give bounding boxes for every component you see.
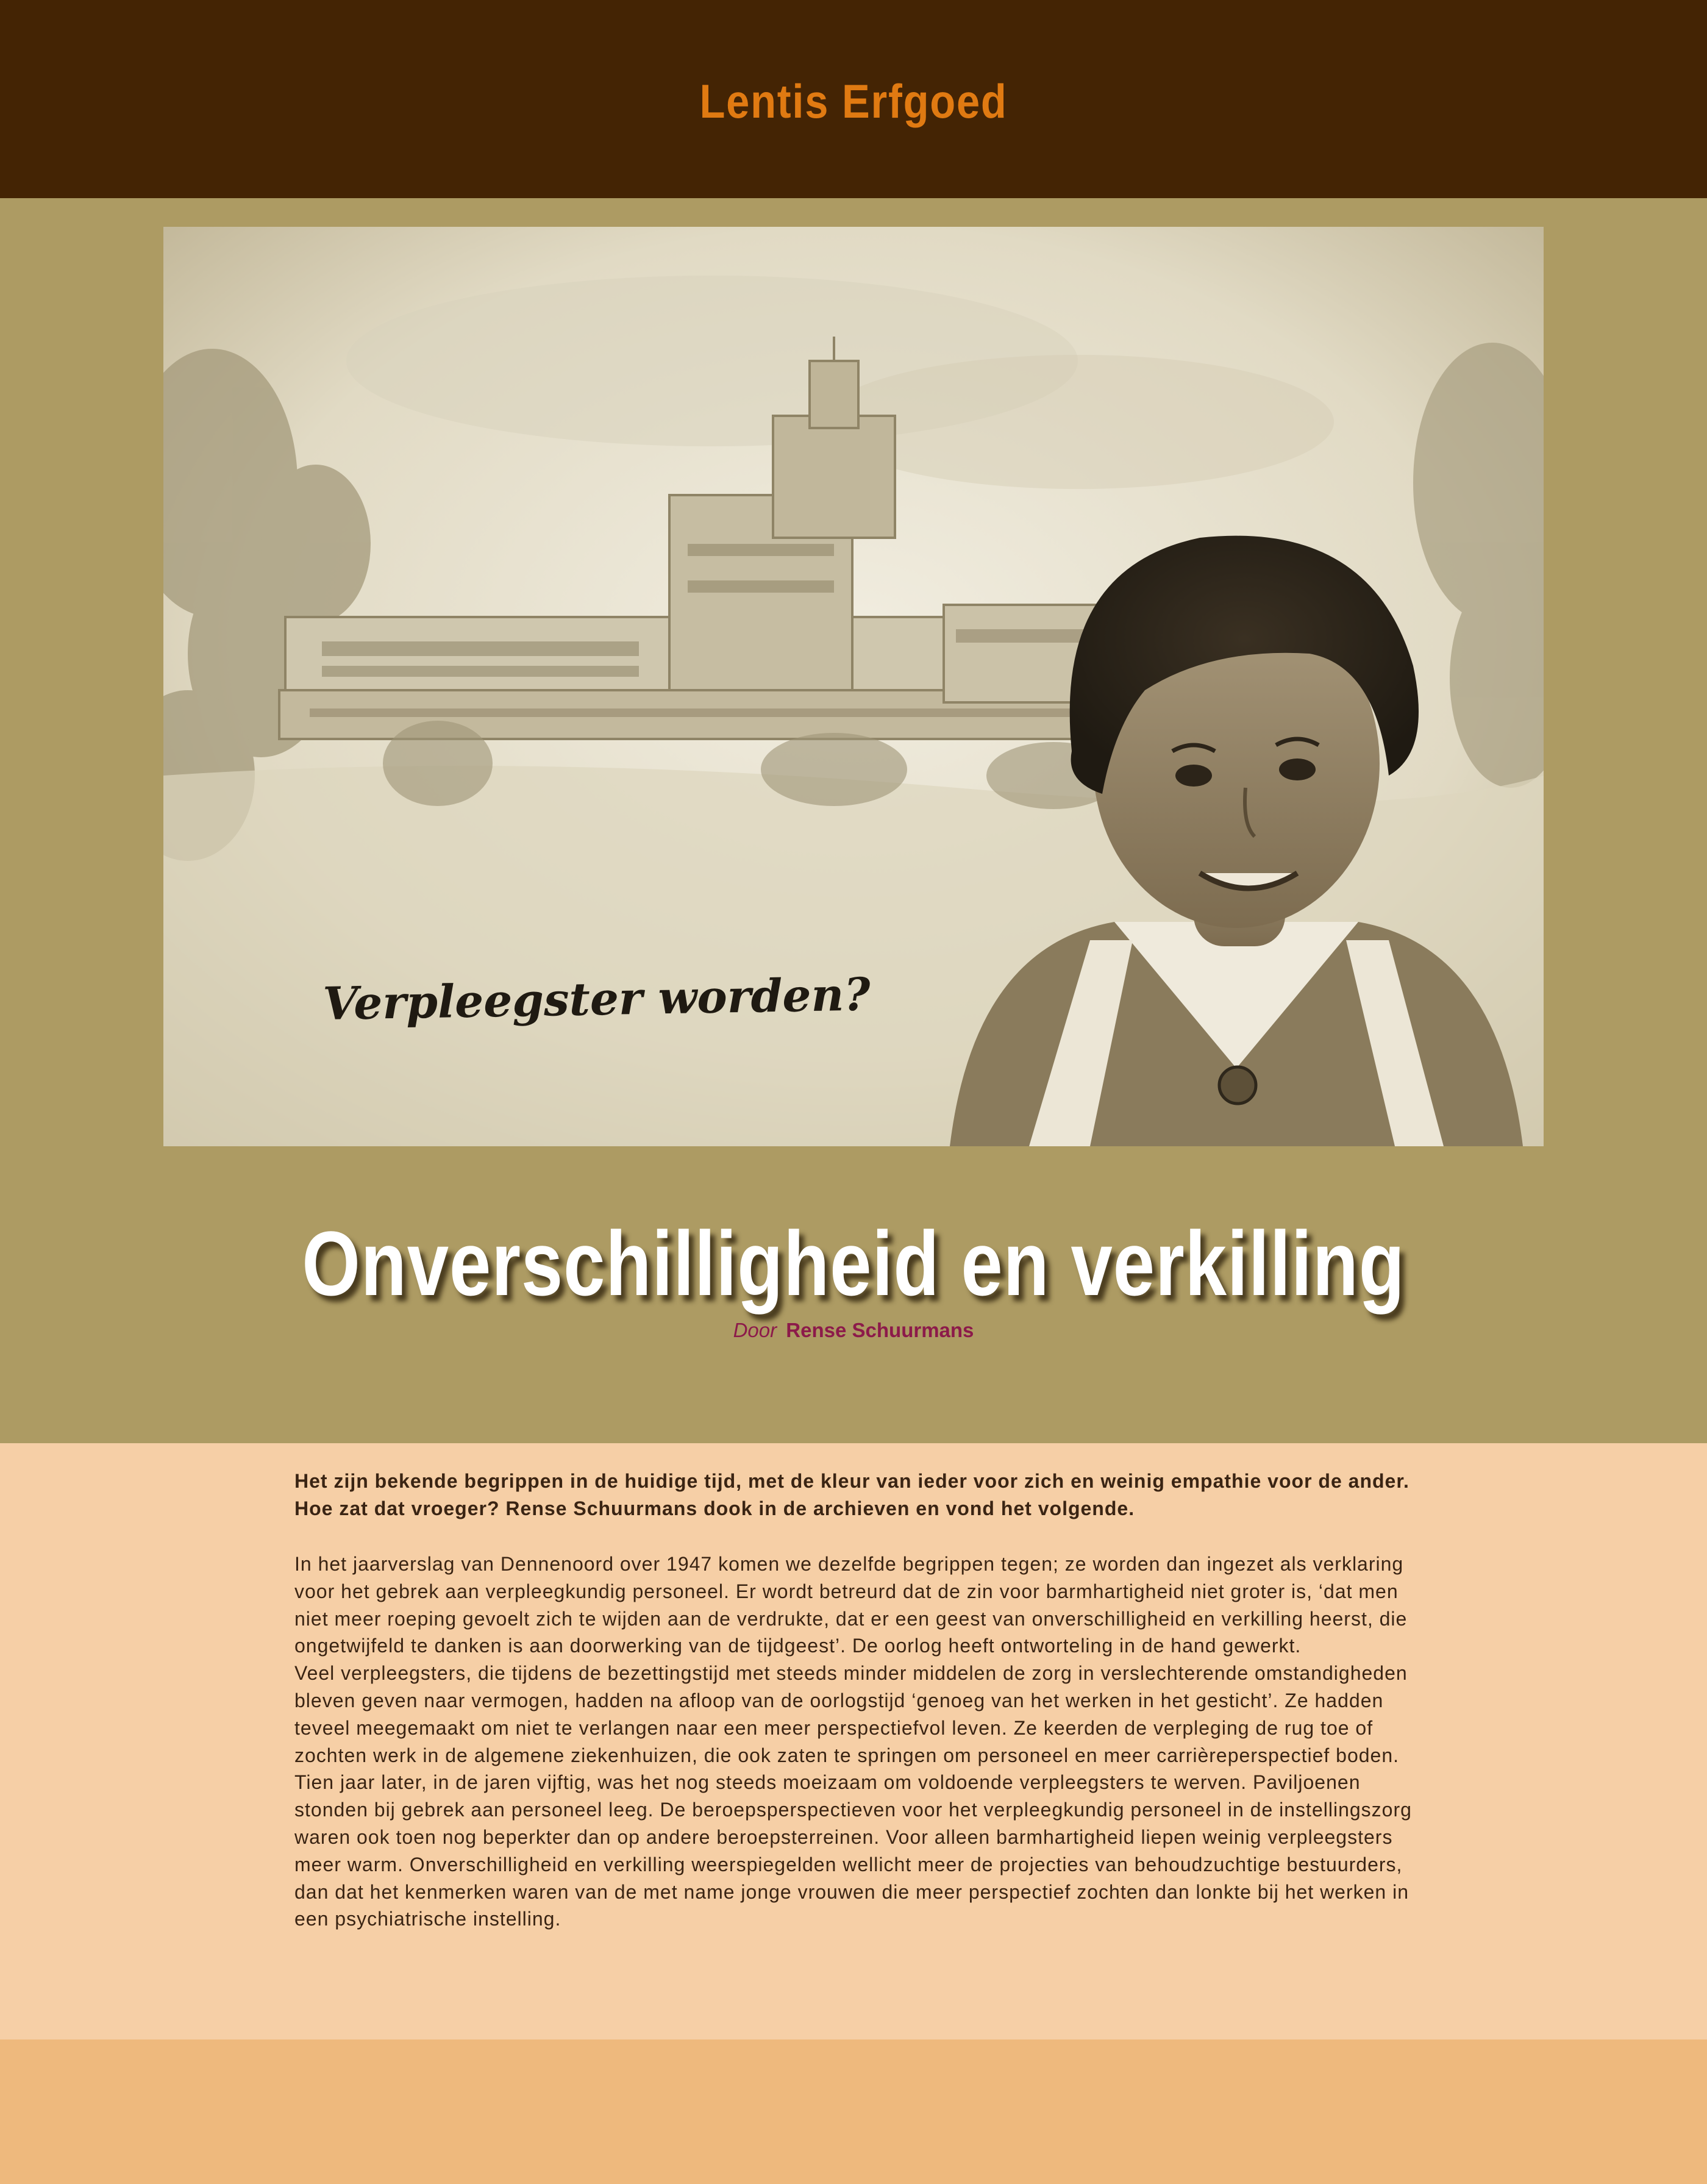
article-paragraph-2: Veel verpleegsters, die tijdens de bezettingstijd met steeds minder middelen de zorg in verslechterende omstandigheden bleven geven naar vermogen, hadden na afloop van de oorlogstijd ‘genoeg van het werken in het gesticht’. Ze hadden teveel meegemaakt om niet te verlangen naar een meer perspectiefvol leven. Ze keerden de verpleging de rug toe of zochten werk in de algemene ziekenhuizen, die ook zaten te springen om personeel en meer carrièreperspectief boden. Tien jaar later, in de jaren vijftig, was het nog steeds moeizaam om voldoende verpleegsters te werven. Paviljoenen stonden bij gebrek aan personeel leeg. De beroepsperspectieven voor het verpleegkundig personeel in de instellingszorg waren ook toen nog beperkter dan op andere beroepsterreinen. Voor alleen barmhartigheid liepen weinig verpleegsters meer warm. Onverschilligheid en verkilling weerspiegelden wellicht meer de projecties van behoudzuchtige bestuurders, dan dat het kenmerken waren van de met name jonge vrouwen die meer perspectief zochten dan lonkte bij het werken in een psychiatrische instelling. <box>294 1662 1412 1930</box>
site-title[interactable]: Lentis Erfgoed <box>699 74 1008 128</box>
article-intro: Het zijn bekende begrippen in de huidige tijd, met de kleur van ieder voor zich en weinig empathie voor de ander. Hoe zat dat vroeger? Rense Schuurmans dook in de archieven en vond het volgende. <box>294 1470 1409 1519</box>
byline-prefix: Door <box>733 1319 777 1341</box>
hero-image-caption: Verpleegster worden? <box>322 968 871 1030</box>
article-title: Onverschilligheid en verkilling <box>302 1212 1405 1315</box>
article-paragraph-1: In het jaarverslag van Dennenoord over 1947 komen we dezelfde begrippen tegen; ze worden dan ingezet als verklaring voor het gebrek aan verpleegkundig personeel. Er wordt betreurd dat de zin voor barmhartigheid niet groter is, ‘dat men niet meer roeping gevoelt zich te wijden aan de verdrukte, dat er een geest van onverschilligheid en verkilling heerst, die ongetwijfeld te danken is aan doorwerking van de tijdgeest’. De oorlog heeft ontworteling in de hand gewerkt. <box>294 1553 1408 1657</box>
hero-image <box>163 227 1544 1146</box>
article-content <box>0 1443 1707 2039</box>
hero-illustration <box>163 227 1544 1146</box>
byline <box>0 1319 1707 1342</box>
hero-section <box>0 198 1707 1443</box>
site-header <box>0 0 1707 198</box>
author-link[interactable]: Rense Schuurmans <box>786 1319 974 1341</box>
article-text-column <box>294 1468 1422 1933</box>
